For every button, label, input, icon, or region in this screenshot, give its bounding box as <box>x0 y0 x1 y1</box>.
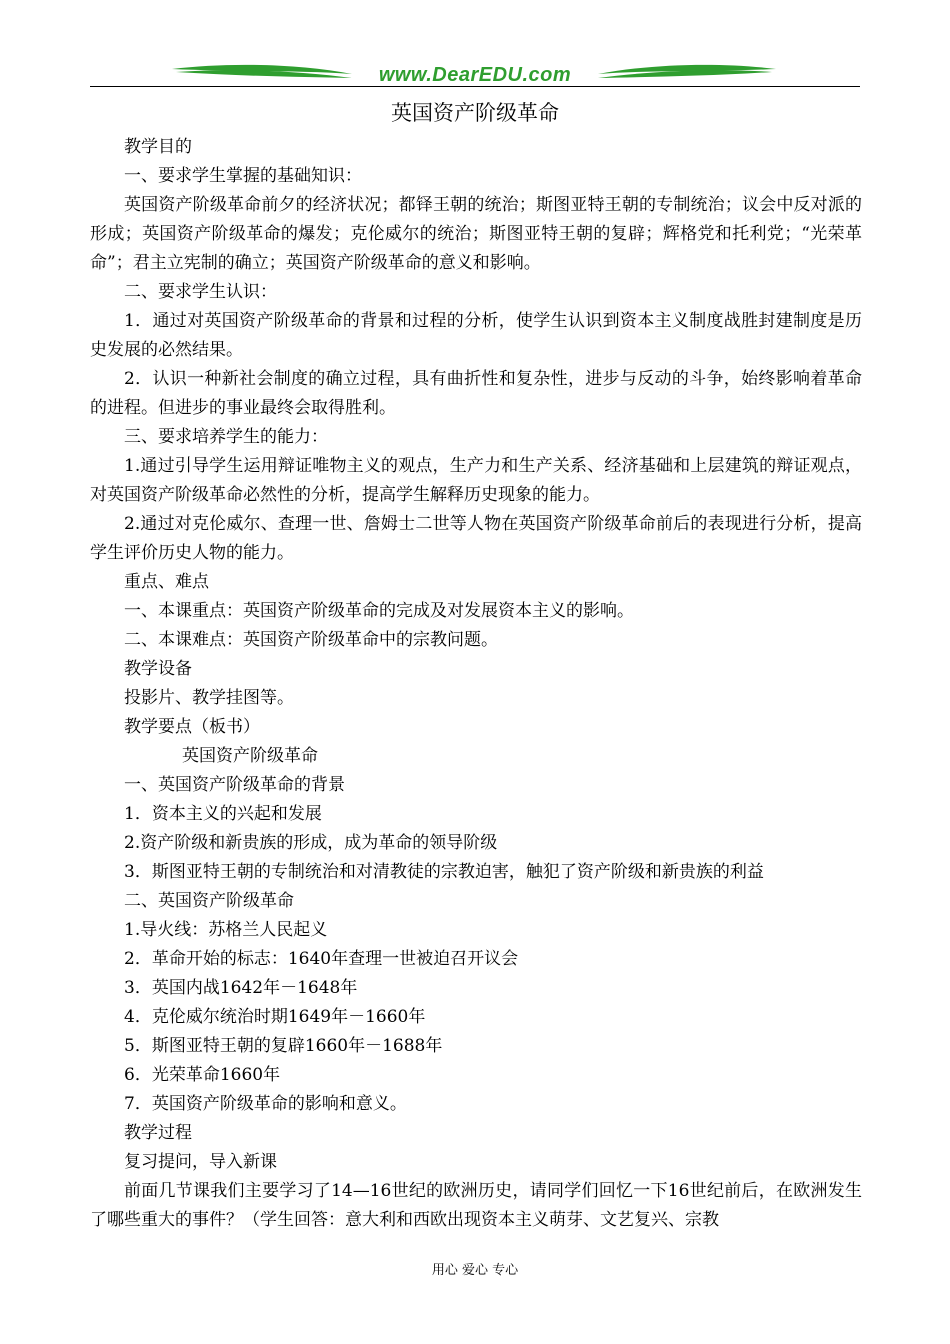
outline-item: 5．斯图亚特王朝的复辟1660年－1688年 <box>124 1036 443 1056</box>
paragraph: 二、本课难点：英国资产阶级革命中的宗教问题。 <box>124 630 498 650</box>
outline-item: 2．革命开始的标志：1640年查理一世被迫召开议会 <box>124 949 519 969</box>
outline-item: 3．英国内战1642年－1648年 <box>124 978 358 998</box>
outline-heading: 一、英国资产阶级革命的背景 <box>124 775 345 795</box>
document-body <box>90 133 862 1235</box>
header-rule <box>90 86 860 87</box>
paragraph: 1.通过引导学生运用辩证唯物主义的观点，生产力和生产关系、经济基础和上层建筑的辩证观点，对英国资产阶级革命必然性的分析，提高学生解释历史现象的能力。 <box>90 456 862 505</box>
section-heading: 教学目的 <box>124 137 192 157</box>
paragraph: 英国资产阶级革命前夕的经济状况；都铎王朝的统治；斯图亚特王朝的专制统治；议会中反对派的形成；英国资产阶级革命的爆发；克伦威尔的统治；斯图亚特王朝的复辟；辉格党和托利党；“光荣革命”；君主立宪制的确立；英国资产阶级革命的意义和影响。 <box>90 195 862 273</box>
section-heading: 教学要点（板书） <box>124 717 260 737</box>
paragraph: 一、本课重点：英国资产阶级革命的完成及对发展资本主义的影响。 <box>124 601 634 621</box>
outline-item: 2.资产阶级和新贵族的形成，成为革命的领导阶级 <box>124 833 498 853</box>
page-title: 英国资产阶级革命 <box>391 101 559 125</box>
subsection-heading: 复习提问，导入新课 <box>124 1152 277 1172</box>
paragraph: 2.通过对克伦威尔、查理一世、詹姆士二世等人物在英国资产阶级革命前后的表现进行分析，提高学生评价历史人物的能力。 <box>90 514 862 563</box>
section-heading: 重点、难点 <box>124 572 209 592</box>
outline-item: 3．斯图亚特王朝的专制统治和对清教徒的宗教迫害，触犯了资产阶级和新贵族的利益 <box>124 862 764 882</box>
outline-heading: 二、英国资产阶级革命 <box>124 891 294 911</box>
paragraph: 投影片、教学挂图等。 <box>124 688 294 708</box>
header-banner <box>0 0 950 100</box>
subsection-heading: 二、要求学生认识： <box>124 282 277 302</box>
outline-item: 1．资本主义的兴起和发展 <box>124 804 322 824</box>
page-footer: 用心 爱心 专心 <box>431 1263 519 1278</box>
outline-item: 7．英国资产阶级革命的影响和意义。 <box>124 1094 407 1114</box>
section-heading: 教学设备 <box>124 659 192 679</box>
subsection-heading: 一、要求学生掌握的基础知识： <box>124 166 362 186</box>
paragraph: 前面几节课我们主要学习了14—16世纪的欧洲历史，请同学们回忆一下16世纪前后，在欧洲发生了哪些重大的事件？（学生回答：意大利和西欧出现资本主义萌芽、文艺复兴、宗教 <box>90 1181 862 1230</box>
outline-item: 4．克伦威尔统治时期1649年－1660年 <box>124 1007 426 1027</box>
section-heading: 教学过程 <box>124 1123 192 1143</box>
site-logo-text[interactable]: www.DearEDU.com <box>378 64 572 86</box>
outline-item: 6．光荣革命1660年 <box>124 1065 281 1085</box>
subsection-heading: 三、要求培养学生的能力： <box>124 427 328 447</box>
paragraph: 2．认识一种新社会制度的确立过程，具有曲折性和复杂性，进步与反动的斗争，始终影响着革命的进程。但进步的事业最终会取得胜利。 <box>90 369 862 418</box>
outline-item: 1.导火线：苏格兰人民起义 <box>124 920 328 940</box>
board-title: 英国资产阶级革命 <box>182 746 318 766</box>
paragraph: 1．通过对英国资产阶级革命的背景和过程的分析，使学生认识到资本主义制度战胜封建制度是历史发展的必然结果。 <box>90 311 862 360</box>
